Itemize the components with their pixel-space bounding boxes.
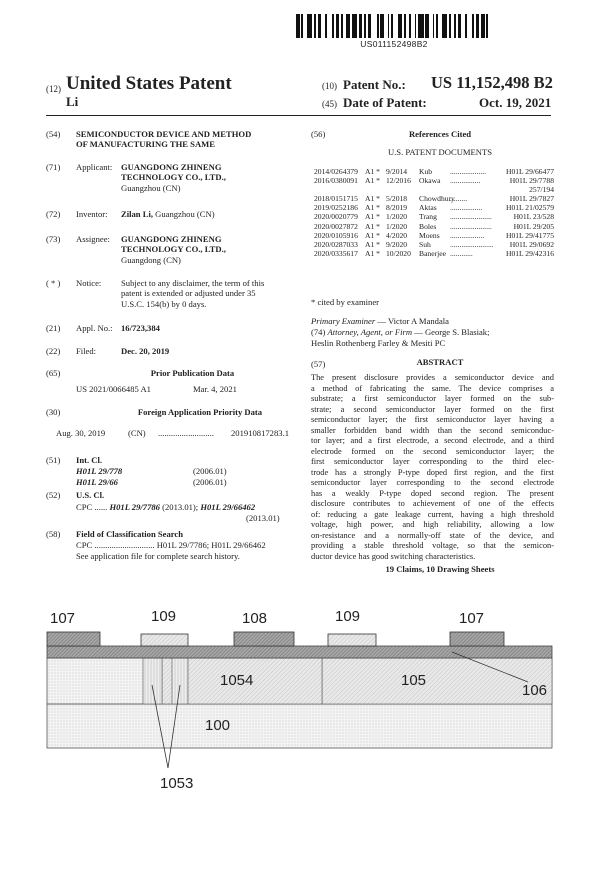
notice-line-1: Subject to any disclaimer, the term of this (121, 278, 265, 288)
title-line-1: SEMICONDUCTOR DEVICE AND METHOD (76, 129, 252, 139)
us-cl-cpc: CPC (76, 502, 93, 512)
reference-date: 9/2020 (386, 239, 408, 249)
assignee-line-2: TECHNOLOGY CO., LTD., (121, 244, 226, 255)
abstract-line: a method of fabricating the same. The device comprises a (311, 383, 554, 393)
reference-kind: A1 * (365, 167, 380, 176)
field-code-58: (58) (46, 529, 61, 539)
abstract-text (311, 373, 554, 562)
reference-date: 1/2020 (386, 221, 408, 231)
inventor-surname: Li (66, 94, 79, 109)
abstract-line: ductor device has good switching characteristics. (311, 551, 476, 561)
us-cl-b-year: (2013.01) (246, 513, 280, 523)
reference-cls: H01L 29/205 (513, 221, 554, 231)
abstract-line: The present disclosure provides a semiconductor device and (311, 373, 554, 382)
us-cl-b: H01L 29/66462 (200, 502, 256, 512)
abstract-line: has a weakly P-type doped second region. The present (311, 488, 554, 498)
primary-examiner (311, 316, 449, 326)
filed-date: Dec. 20, 2019 (121, 346, 170, 356)
reference-row (314, 240, 554, 249)
electrode-107-left (47, 632, 100, 646)
reference-date: 5/2018 (386, 194, 408, 204)
reference-num: 2019/0252186 (314, 203, 358, 213)
prior-pub-title: Prior Publication Data (150, 368, 235, 378)
reference-num: 2020/0105916 (314, 230, 358, 240)
reference-kind: A1 * (365, 176, 380, 186)
figure-svg (0, 600, 607, 875)
label-109-right: 109 (335, 608, 361, 625)
reference-cls: H01L 29/66477 (505, 167, 554, 176)
reference-cls: 257/194 (529, 185, 554, 195)
reference-row (314, 167, 554, 176)
reference-kind: A1 * (365, 212, 380, 222)
reference-kind: A1 * (365, 248, 380, 258)
int-cl-1-year: (2006.01) (193, 466, 227, 476)
field-code-56: (56) (311, 129, 326, 139)
inventor-city: Guangzhou (CN) (153, 209, 215, 219)
reference-date: 10/2020 (386, 248, 411, 258)
reference-name: Kub (419, 167, 433, 176)
appl-no: 16/723,384 (121, 323, 160, 333)
appl-no-label: Appl. No.: (76, 323, 113, 333)
second-semiconductor-layer-106 (47, 646, 552, 658)
references-subtitle: U.S. PATENT DOCUMENTS (387, 147, 493, 157)
foreign-priority-title: Foreign Application Priority Data (137, 407, 263, 417)
reference-name: Moens (419, 230, 440, 240)
reference-cls: H01L 29/7788 (509, 176, 554, 186)
reference-date: 12/2016 (386, 176, 411, 186)
field-of-search-label: Field of Classification Search (76, 529, 184, 539)
inventor (121, 209, 215, 219)
applicant-line-2: TECHNOLOGY CO., LTD., (121, 172, 226, 183)
electrode-107-right (450, 632, 504, 646)
reference-row (314, 203, 554, 212)
field-code-30: (30) (46, 407, 61, 417)
notice (121, 278, 264, 309)
reference-kind: A1 * (365, 221, 380, 231)
reference-cls: H01L 29/41775 (505, 230, 554, 240)
reference-cls: H01L 29/7827 (509, 194, 554, 204)
reference-num: 2016/0380091 (314, 176, 358, 186)
reference-name: Boles (419, 221, 437, 231)
field-code-notice: ( * ) (46, 278, 61, 288)
abstract-line: disclosure contributes to achievement of one of the effects (311, 499, 554, 508)
reference-cls: H01L 23/528 (513, 212, 554, 222)
field-of-search-dots: ............................ (94, 540, 155, 550)
field-code-22: (22) (46, 346, 61, 356)
reference-date: 9/2014 (386, 167, 408, 176)
us-cl-a: H01L 29/7786 (109, 502, 160, 512)
applicant-label: Applicant: (76, 162, 113, 172)
reference-name: Suh (419, 239, 431, 249)
electrode-109-right (328, 634, 376, 646)
us-cl-line (76, 502, 255, 512)
int-cl-2-year: (2006.01) (193, 477, 227, 487)
prior-pub-number: US 2021/0066485 A1 (76, 384, 151, 394)
reference-row (314, 194, 554, 203)
patent-heading: United States Patent (66, 73, 232, 94)
notice-label: Notice: (76, 278, 102, 288)
reference-cls: H01L 21/02579 (505, 203, 554, 213)
reference-dots: ............ (450, 248, 473, 258)
field-of-search-line (76, 540, 266, 550)
reference-kind: A1 * (365, 203, 380, 213)
reference-dots: ....................... (450, 239, 494, 249)
primary-examiner-name: — Victor A Mandala (375, 316, 449, 326)
prior-pub-date: Mar. 4, 2021 (193, 384, 237, 394)
field-of-search-note: See application file for complete search history. (76, 551, 240, 561)
field-of-search-cpc: CPC (76, 540, 93, 550)
us-cl-label: U.S. Cl. (76, 490, 105, 500)
reference-num: 2020/0287033 (314, 239, 358, 249)
cited-by-examiner: * cited by examiner (311, 297, 380, 307)
title-line-2: OF MANUFACTURING THE SAME (76, 139, 216, 150)
assignee-line-3: Guangdong (CN) (121, 254, 181, 265)
header-code-12: (12) (46, 84, 61, 94)
attorney-name: — George S. Blasiak; (412, 327, 490, 337)
reference-dots: ................. (450, 203, 483, 213)
label-1053: 1053 (160, 775, 194, 792)
abstract-line: electrode formed on the second semiconductor layer; the (311, 446, 554, 456)
reference-num: 2018/0151715 (314, 194, 358, 204)
field-code-57: (57) (311, 359, 326, 369)
abstract-line: voltage, high power, and high reliability, allowing a low (311, 520, 554, 529)
references-list (314, 167, 554, 258)
reference-name: Banerjee (419, 248, 446, 258)
reference-row (314, 222, 554, 231)
abstract-line: of: reducing a gate leakage current, having a high threshold (311, 509, 554, 519)
assignee-label: Assignee: (76, 234, 110, 244)
inventor-name: Zilan Li, (121, 209, 153, 219)
figure-1 (0, 600, 607, 875)
label-109-left: 109 (151, 608, 177, 625)
date-of-patent: Oct. 19, 2021 (479, 95, 552, 110)
field-of-search-value: H01L 29/7786; H01L 29/66462 (156, 540, 266, 550)
attorney-firm: Heslin Rothenberg Farley & Mesiti PC (311, 338, 446, 348)
barcode-number: US011152498B2 (360, 39, 428, 49)
applicant-line-1: GUANGDONG ZHINENG (121, 162, 222, 172)
abstract-line: semiconductor layer; the first semiconductor layer having a (311, 415, 554, 424)
reference-num: 2014/0264379 (314, 167, 358, 176)
foreign-priority-date: Aug. 30, 2019 (56, 428, 106, 438)
field-code-65: (65) (46, 368, 61, 378)
reference-row (314, 212, 554, 221)
reference-date: 4/2020 (386, 230, 408, 240)
int-cl-label: Int. Cl. (76, 455, 103, 465)
reference-row (314, 176, 554, 185)
electrode-109-left (141, 634, 188, 646)
label-108: 108 (242, 610, 268, 627)
notice-line-3: U.S.C. 154(b) by 0 days. (121, 298, 207, 309)
references-title: References Cited (408, 129, 472, 139)
foreign-priority-number: 201910817283.1 (231, 428, 290, 438)
header-code-45: (45) (322, 99, 337, 109)
label-100: 100 (205, 717, 231, 734)
field-code-72: (72) (46, 209, 61, 219)
reference-dots: ................ (450, 176, 481, 186)
region-1053-a (143, 658, 162, 704)
assignee-line-1: GUANGDONG ZHINENG (121, 234, 222, 244)
label-106: 106 (522, 682, 548, 699)
abstract-title: ABSTRACT (416, 357, 464, 367)
filed-label: Filed: (76, 346, 97, 356)
abstract-line: strate; a second semiconductor layer formed on the first (311, 404, 554, 414)
reference-dots: ...................... (450, 212, 492, 222)
header-rule (46, 115, 551, 116)
abstract-line: substrate; a first semiconductor layer formed on the sub- (311, 394, 554, 403)
barcode (296, 14, 492, 38)
header-code-10: (10) (322, 81, 337, 91)
inventor-label: Inventor: (76, 209, 108, 219)
region-1053-b (172, 658, 188, 704)
patent-number-label: Patent No.: (343, 77, 406, 92)
region-105 (322, 658, 552, 704)
reference-kind: A1 * (365, 230, 380, 240)
invention-title (76, 129, 251, 150)
reference-name: Okawa (419, 176, 441, 186)
label-107-left: 107 (50, 610, 76, 627)
abstract-line: on-resistance and a normally-off state of the device, and (311, 530, 554, 540)
field-code-54: (54) (46, 129, 61, 139)
reference-date: 1/2020 (386, 212, 408, 222)
abstract-line: trode has a strongly P-type doped first region, and the first (311, 467, 554, 477)
applicant-line-3: Guangzhou (CN) (121, 182, 181, 193)
reference-dots: ................... (450, 167, 487, 176)
label-105: 105 (401, 672, 427, 689)
abstract-line: smaller forbidden band width than the second semiconduc- (311, 425, 554, 435)
field-code-51: (51) (46, 455, 61, 465)
abstract-line: providing a stable threshold voltage, so that the semicon- (311, 541, 554, 550)
attorney-code: (74) (311, 327, 328, 337)
int-cl-1: H01L 29/778 (76, 466, 123, 476)
claims-sheets: 19 Claims, 10 Drawing Sheets (385, 564, 495, 574)
attorney (311, 327, 489, 337)
foreign-priority-country: (CN) (128, 428, 146, 438)
field-code-71: (71) (46, 162, 61, 172)
patent-number: US 11,152,498 B2 (431, 73, 553, 92)
electrode-108 (234, 632, 294, 646)
primary-examiner-label: Primary Examiner (311, 316, 376, 326)
reference-cls: H01L 29/42316 (505, 248, 554, 258)
reference-name: Trang (419, 212, 437, 222)
reference-name: Aktas (419, 203, 437, 213)
reference-dots: .................. (450, 230, 485, 240)
abstract-line: tor layer; and a first electrode, a second electrode, and a third (311, 436, 554, 445)
field-code-21: (21) (46, 323, 61, 333)
abstract-line: semiconductor layer corresponding to the second electrode (311, 478, 554, 487)
abstract-line: first semiconductor layer corresponding to the third elec- (311, 457, 554, 466)
reference-row (314, 185, 554, 194)
reference-dots: ......... (450, 194, 468, 204)
reference-dots: ...................... (450, 221, 492, 231)
int-cl-2: H01L 29/66 (76, 477, 118, 487)
reference-name: Chowdhury (419, 194, 455, 204)
reference-num: 2020/0027872 (314, 221, 358, 231)
us-cl-dots: ...... (94, 502, 108, 512)
substrate-100 (47, 704, 552, 748)
foreign-priority-dots: .......................... (158, 428, 214, 438)
date-of-patent-label: Date of Patent: (343, 95, 427, 110)
notice-line-2: patent is extended or adjusted under 35 (121, 288, 256, 299)
field-code-52: (52) (46, 490, 61, 500)
reference-cls: H01L 29/0692 (509, 239, 554, 249)
reference-num: 2020/0335617 (314, 248, 358, 258)
field-code-73: (73) (46, 234, 61, 244)
attorney-label: Attorney, Agent, or Firm (327, 327, 413, 337)
reference-date: 8/2019 (386, 203, 408, 213)
applicant (121, 162, 226, 193)
reference-kind: A1 * (365, 239, 380, 249)
reference-row (314, 249, 554, 258)
reference-kind: A1 * (365, 194, 380, 204)
us-cl-a-year: (2013.01); (159, 502, 201, 512)
reference-num: 2020/0020779 (314, 212, 358, 222)
assignee (121, 234, 226, 265)
label-107-right: 107 (459, 610, 485, 627)
label-1054: 1054 (220, 672, 254, 689)
reference-row (314, 231, 554, 240)
